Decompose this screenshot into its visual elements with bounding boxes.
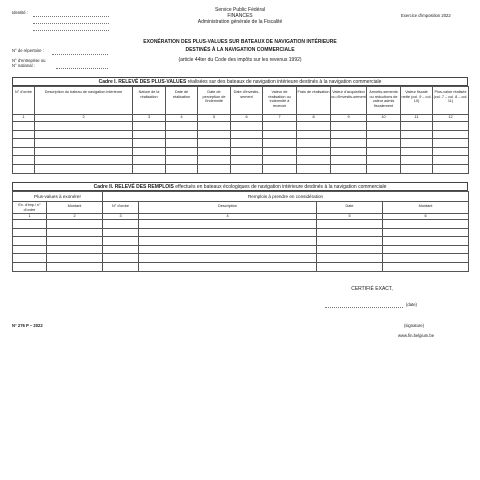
- cadre1-number-row: [13, 115, 469, 122]
- cadre1-entry-cell[interactable]: [263, 122, 297, 131]
- cadre1-entry-cell[interactable]: [133, 164, 166, 173]
- cadre2-entry-cell[interactable]: [317, 228, 383, 237]
- cadre1-entry-cell[interactable]: [198, 156, 231, 165]
- repertoire-field[interactable]: [52, 54, 108, 55]
- cadre1-entry-cell[interactable]: [401, 164, 433, 173]
- cadre1-entry-cell[interactable]: [433, 147, 469, 156]
- cadre1-entry-cell[interactable]: [297, 139, 331, 148]
- cadre1-num-2: 2: [35, 115, 133, 122]
- cadre1-col-4: Date de réalisation: [166, 87, 198, 115]
- cadre1-num-11: 11: [401, 115, 433, 122]
- cadre2-entry-cell[interactable]: [383, 262, 469, 271]
- cadre2-entry-cell[interactable]: [383, 237, 469, 246]
- cadre2-col-6: Montant: [383, 202, 469, 214]
- cadre1-entry-cell[interactable]: [367, 164, 401, 173]
- cadre1-entry-cell[interactable]: [35, 147, 133, 156]
- cadre1-entry-cell[interactable]: [367, 147, 401, 156]
- cadre2-group-left: Plus-values à exonérer: [13, 192, 103, 202]
- cadre1-entry-cell[interactable]: [13, 164, 35, 173]
- cadre1-entry-row: [13, 164, 469, 173]
- cadre1-col-5: Date de perception de l'indemnité: [198, 87, 231, 115]
- cadre2-entry-cell[interactable]: [13, 237, 47, 246]
- cadre1-entry-row: [13, 139, 469, 148]
- cadre2-entry-row: [13, 262, 469, 271]
- cadre2-entry-cell[interactable]: [13, 228, 47, 237]
- cadre1-col-12: Plus-value réalisée (col. 7 – col. 8 – col. 11): [433, 87, 469, 115]
- entreprise-label-1: N° d'entreprise ou: [12, 58, 46, 63]
- date-label: (date): [406, 302, 417, 307]
- cadre1-entry-cell[interactable]: [198, 122, 231, 131]
- cadre1-entry-cell[interactable]: [331, 122, 367, 131]
- cadre1-entry-cell[interactable]: [331, 164, 367, 173]
- cadre1-entry-cell[interactable]: [13, 139, 35, 148]
- cadre2-heading: [12, 182, 468, 191]
- title-line-2: DESTINÉS À LA NAVIGATION COMMERCIALE: [185, 47, 295, 53]
- cadre2-heading-bold: Cadre II. RELEVÉ DES REMPLOIS: [93, 184, 174, 190]
- cadre2-entry-cell[interactable]: [13, 254, 47, 263]
- cadre1-entry-cell[interactable]: [263, 156, 297, 165]
- cadre2-entry-cell[interactable]: [317, 245, 383, 254]
- cadre1-entry-cell[interactable]: [133, 139, 166, 148]
- cadre2-entry-cell[interactable]: [383, 220, 469, 229]
- signature-label: (signature): [404, 323, 425, 328]
- cadre2-num-5: 5: [317, 214, 383, 220]
- identite-line-1[interactable]: [33, 16, 109, 17]
- cadre1-heading-bold: Cadre I. RELEVÉ DES PLUS-VALUES: [98, 79, 187, 85]
- cadre2-col-3: N° d'ordre: [103, 202, 139, 214]
- cadre2-entry-row: [13, 220, 469, 229]
- cadre2-entry-cell[interactable]: [383, 245, 469, 254]
- cadre1-entry-cell[interactable]: [331, 147, 367, 156]
- cadre2-entry-row: [13, 254, 469, 263]
- cadre2-entry-cell[interactable]: [139, 220, 317, 229]
- cadre1-col-11: Valeur fiscale nette (col. 9 – col. 10): [401, 87, 433, 115]
- cadre2-entry-cell[interactable]: [139, 228, 317, 237]
- cadre1-entry-cell[interactable]: [433, 122, 469, 131]
- cadre1-entry-cell[interactable]: [133, 156, 166, 165]
- cadre1-header-row: [13, 87, 469, 115]
- cadre2-entry-cell[interactable]: [47, 254, 103, 263]
- cadre1-entry-cell[interactable]: [133, 147, 166, 156]
- cadre1-entry-cell[interactable]: [401, 130, 433, 139]
- cadre2-entry-cell[interactable]: [139, 254, 317, 263]
- cadre1-entry-cell[interactable]: [198, 147, 231, 156]
- cadre1-entry-cell[interactable]: [331, 130, 367, 139]
- cadre1-entry-cell[interactable]: [231, 147, 263, 156]
- cadre2-heading-rest: effectués en bateaux écologiques de navigation intérieure destinés à la navigation commerciale: [173, 184, 387, 190]
- cadre1-entry-cell[interactable]: [35, 130, 133, 139]
- cadre2-entry-cell[interactable]: [383, 254, 469, 263]
- repertoire-label: N° de répertoire :: [12, 48, 44, 53]
- identite-line-3[interactable]: [33, 30, 109, 31]
- cadre1-entry-cell[interactable]: [401, 147, 433, 156]
- cadre1-entry-cell[interactable]: [297, 164, 331, 173]
- cadre1-entry-cell[interactable]: [13, 156, 35, 165]
- cadre2-entry-cell[interactable]: [103, 237, 139, 246]
- cadre1-entry-cell[interactable]: [433, 156, 469, 165]
- cadre1-entry-cell[interactable]: [13, 147, 35, 156]
- cadre1-entry-cell[interactable]: [231, 164, 263, 173]
- cadre2-header-row: [13, 202, 469, 214]
- cadre1-heading-rest: réalisées sur des bateaux de navigation intérieure destinés à la navigation commerciale: [186, 79, 382, 85]
- cadre2-entry-row: [13, 237, 469, 246]
- cadre2-entry-cell[interactable]: [317, 262, 383, 271]
- cadre1-entry-cell[interactable]: [263, 164, 297, 173]
- cadre1-entry-cell[interactable]: [231, 139, 263, 148]
- cadre2-entry-cell[interactable]: [13, 245, 47, 254]
- cadre2-entry-cell[interactable]: [47, 262, 103, 271]
- cadre1-entry-cell[interactable]: [198, 164, 231, 173]
- cadre1-entry-cell[interactable]: [13, 122, 35, 131]
- cadre1-entry-cell[interactable]: [198, 139, 231, 148]
- entreprise-field[interactable]: [56, 68, 108, 69]
- cadre1-entry-cell[interactable]: [166, 164, 198, 173]
- cadre1-entry-row: [13, 156, 469, 165]
- cadre1-entry-cell[interactable]: [367, 122, 401, 131]
- entreprise-label-2: N° national :: [12, 63, 35, 68]
- cadre1-table: [12, 86, 469, 174]
- cadre1-entry-cell[interactable]: [401, 139, 433, 148]
- cadre2-entry-cell[interactable]: [103, 254, 139, 263]
- cadre2-entry-cell[interactable]: [139, 262, 317, 271]
- cadre2-entry-cell[interactable]: [13, 220, 47, 229]
- cadre1-entry-cell[interactable]: [35, 156, 133, 165]
- exercise-year: Exercice d'imposition 2022: [401, 13, 451, 18]
- cadre1-num-10: 10: [367, 115, 401, 122]
- cadre2-num-4: 4: [139, 214, 317, 220]
- cadre2-entry-cell[interactable]: [13, 262, 47, 271]
- cadre1-entry-cell[interactable]: [367, 139, 401, 148]
- cadre1-entry-cell[interactable]: [297, 122, 331, 131]
- cadre1-entry-cell[interactable]: [297, 147, 331, 156]
- cadre1-num-8: 8: [297, 115, 331, 122]
- cadre1-entry-cell[interactable]: [231, 130, 263, 139]
- cadre1-col-8: Frais de réalisation: [297, 87, 331, 115]
- cadre1-num-7: 7: [263, 115, 297, 122]
- cadre1-entry-cell[interactable]: [231, 156, 263, 165]
- identite-label: Identité :: [12, 10, 29, 15]
- service-finances: FINANCES: [227, 13, 253, 19]
- cadre1-entry-cell[interactable]: [401, 122, 433, 131]
- cadre2-entry-cell[interactable]: [317, 220, 383, 229]
- title-line-3: (article 44ter du Code des impôts sur les revenus 1992): [178, 57, 302, 63]
- cadre1-entry-cell[interactable]: [433, 164, 469, 173]
- cadre2-entry-row: [13, 245, 469, 254]
- cadre1-entry-row: [13, 130, 469, 139]
- cadre1-col-7: Valeur de réalisation ou indemnité à recevoir: [263, 87, 297, 115]
- cadre1-entry-cell[interactable]: [401, 156, 433, 165]
- cadre2-entry-cell[interactable]: [47, 245, 103, 254]
- cadre1-col-3: Nature de la réalisation: [133, 87, 166, 115]
- cadre2-entry-cell[interactable]: [103, 245, 139, 254]
- cadre1-col-9: Valeur d'acquisition ou d'investis-sement: [331, 87, 367, 115]
- service-administration: Administration générale de la Fiscalité: [197, 19, 283, 25]
- cadre1-num-4: 4: [166, 115, 198, 122]
- cadre1-num-6: 6: [231, 115, 263, 122]
- cadre2-entry-cell[interactable]: [139, 237, 317, 246]
- cadre2-entry-cell[interactable]: [103, 228, 139, 237]
- certifie-exact: CERTIFIÉ EXACT,: [351, 286, 393, 292]
- cadre1-entry-cell[interactable]: [367, 156, 401, 165]
- cadre2-group-row: [13, 192, 469, 202]
- cadre2-entry-cell[interactable]: [47, 228, 103, 237]
- cadre1-entry-cell[interactable]: [166, 139, 198, 148]
- cadre1-entry-cell[interactable]: [297, 156, 331, 165]
- cadre2-num-6: 6: [383, 214, 469, 220]
- cadre2-entry-cell[interactable]: [103, 220, 139, 229]
- cadre1-entry-cell[interactable]: [231, 122, 263, 131]
- cadre1-entry-cell[interactable]: [433, 130, 469, 139]
- cadre1-entry-cell[interactable]: [133, 122, 166, 131]
- cadre2-col-2: Montant: [47, 202, 103, 214]
- cadre1-entry-cell[interactable]: [166, 122, 198, 131]
- cadre2-group-right: Remplois à prendre en considération: [103, 192, 469, 202]
- cadre1-num-9: 9: [331, 115, 367, 122]
- cadre1-col-2: Description du bateau de navigation intérieure: [35, 87, 133, 115]
- cadre2-col-5: Date: [317, 202, 383, 214]
- cadre2-entry-cell[interactable]: [47, 237, 103, 246]
- cadre1-entry-cell[interactable]: [133, 130, 166, 139]
- cadre2-entry-cell[interactable]: [103, 262, 139, 271]
- cadre1-entry-cell[interactable]: [263, 147, 297, 156]
- cadre1-entry-cell[interactable]: [367, 130, 401, 139]
- cadre2-entry-cell[interactable]: [139, 245, 317, 254]
- cadre1-col-10: Amortis-sements ou réductions de valeur admis fiscalement: [367, 87, 401, 115]
- cadre1-entry-cell[interactable]: [297, 130, 331, 139]
- cadre2-entry-cell[interactable]: [383, 228, 469, 237]
- cadre1-entry-cell[interactable]: [35, 122, 133, 131]
- cadre1-entry-cell[interactable]: [331, 139, 367, 148]
- cadre1-num-3: 3: [133, 115, 166, 122]
- service-name: Service Public Fédéral: [214, 7, 266, 13]
- date-field[interactable]: [325, 307, 403, 308]
- cadre2-col-1: Ex. d'imp./ n° d'ordre: [13, 202, 47, 214]
- cadre1-entry-cell[interactable]: [13, 130, 35, 139]
- cadre1-num-12: 12: [433, 115, 469, 122]
- cadre1-heading: [12, 77, 468, 86]
- cadre1-entry-cell[interactable]: [166, 147, 198, 156]
- cadre1-num-1: 1: [13, 115, 35, 122]
- cadre2-num-3: 3: [103, 214, 139, 220]
- cadre1-entry-cell[interactable]: [263, 130, 297, 139]
- cadre1-entry-cell[interactable]: [166, 156, 198, 165]
- cadre1-entry-row: [13, 147, 469, 156]
- cadre2-entry-cell[interactable]: [47, 220, 103, 229]
- cadre2-num-1: 1: [13, 214, 47, 220]
- cadre1-entry-cell[interactable]: [433, 139, 469, 148]
- cadre1-num-5: 5: [198, 115, 231, 122]
- cadre1-entry-cell[interactable]: [263, 139, 297, 148]
- cadre1-entry-cell[interactable]: [35, 164, 133, 173]
- cadre1-entry-cell[interactable]: [35, 139, 133, 148]
- cadre1-entry-cell[interactable]: [198, 130, 231, 139]
- cadre2-entry-cell[interactable]: [317, 254, 383, 263]
- cadre2-entry-cell[interactable]: [317, 237, 383, 246]
- cadre1-entry-cell[interactable]: [331, 156, 367, 165]
- website: www.fin.belgium.be: [398, 333, 435, 338]
- title-line-1: EXONÉRATION DES PLUS-VALUES SUR BATEAUX DE NAVIGATION INTÉRIEURE: [143, 39, 337, 45]
- form-number: N° 276 P – 2022: [12, 323, 43, 328]
- cadre2-col-4: Description: [139, 202, 317, 214]
- cadre2-table: [12, 191, 469, 272]
- cadre2-entry-row: [13, 228, 469, 237]
- cadre1-entry-row: [13, 122, 469, 131]
- cadre1-col-1: N° d'ordre: [13, 87, 35, 115]
- cadre1-col-6: Date d'investis-sement: [231, 87, 263, 115]
- cadre1-entry-cell[interactable]: [166, 130, 198, 139]
- identite-line-2[interactable]: [33, 23, 109, 24]
- cadre2-num-2: 2: [47, 214, 103, 220]
